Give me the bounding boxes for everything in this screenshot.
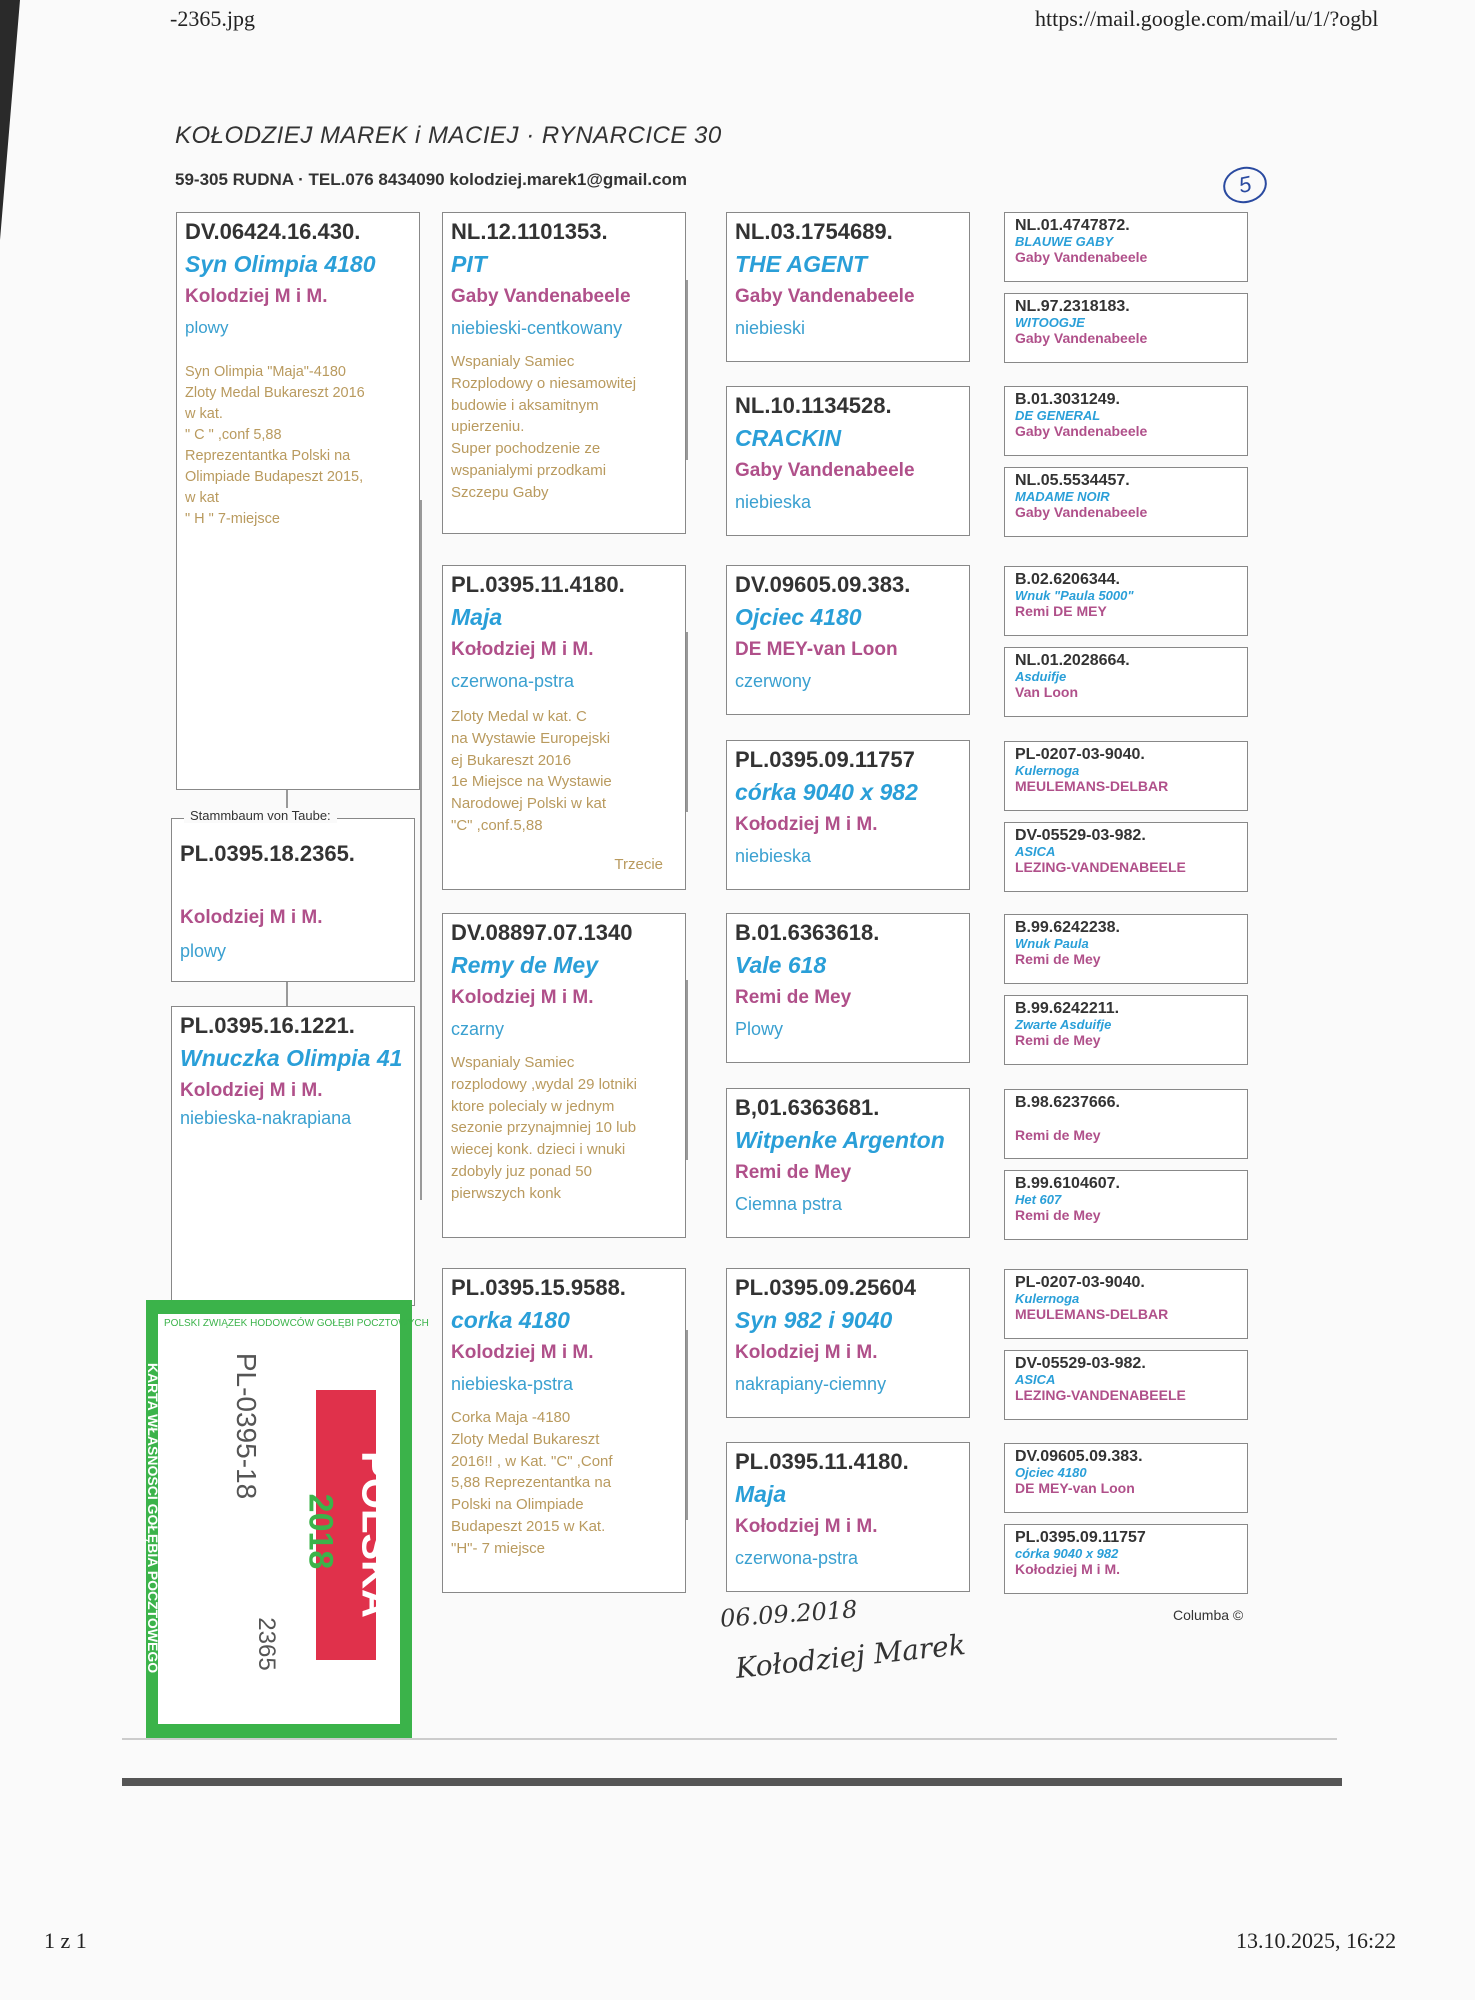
card-association: POLSKI ZWIĄZEK HODOWCÓW GOŁĘBI POCZTOWYCH: [164, 1318, 429, 1329]
breeder-name: MEULEMANS-DELBAR: [1015, 778, 1169, 795]
ring-number: PL.0395.11.4180.: [735, 1449, 909, 1474]
breeder-name: Gaby Vandenabeele: [1015, 423, 1148, 440]
great-grandparent-card[interactable]: [726, 740, 970, 890]
ring-number: NL.97.2318183.: [1015, 298, 1130, 315]
ring-number: PL.0395.09.11757: [1015, 1529, 1146, 1546]
subject-ring: PL.0395.18.2365.: [180, 841, 355, 866]
pigeon-color: czarny: [451, 1019, 505, 1039]
pigeon-name: corka 4180: [451, 1307, 570, 1333]
pigeon-color: niebieska: [735, 846, 812, 866]
grandparent-card[interactable]: [442, 913, 686, 1238]
contact-line: 59-305 RUDNA · TEL.076 8434090 kolodziej.marek1@gmail.com: [175, 170, 688, 189]
grandparent-card[interactable]: [442, 565, 686, 890]
ring-number: NL.01.4747872.: [1015, 217, 1130, 234]
pigeon-name: CRACKIN: [735, 425, 842, 451]
pigeon-name: Wnuk Paula: [1015, 936, 1089, 951]
great-grandparent-card[interactable]: [726, 1088, 970, 1238]
ancestor-card[interactable]: [1004, 566, 1248, 636]
ancestor-card[interactable]: [1004, 741, 1248, 811]
ring-number: DV-05529-03-982.: [1015, 827, 1146, 844]
breeder-name: DE MEY-van Loon: [735, 639, 898, 660]
breeder-name: MEULEMANS-DELBAR: [1015, 1306, 1169, 1323]
pigeon-name: Remy de Mey: [451, 952, 599, 978]
pigeon-color: Plowy: [735, 1019, 784, 1039]
ring-number: NL.10.1134528.: [735, 393, 892, 418]
pigeon-name: Witpenke Argenton: [735, 1127, 945, 1153]
breeder-name: Kołodziej M i M.: [1015, 1561, 1120, 1578]
card-country: POLSKA: [353, 1451, 398, 1618]
sire-name: Syn Olimpia 4180: [185, 251, 376, 277]
pigeon-name: córka 9040 x 982: [735, 779, 918, 805]
ring-number: DV.09605.09.383.: [735, 572, 911, 597]
pigeon-name: Maja: [735, 1481, 787, 1507]
subject-breeder: Kolodziej M i M.: [180, 907, 323, 928]
connector-line: [686, 980, 688, 1160]
card-title: KARTA WŁASNOŚCI GOŁĘBIA POCZTOWEGO: [145, 1362, 161, 1674]
copyright: Columba ©: [1173, 1607, 1244, 1623]
pigeon-description: Corka Maja -4180 Zloty Medal Bukareszt 2016!! , w Kat. "C" ,Conf 5,88 Reprezentantka na Polski na Olimpiade Budapeszt 2015 w Kat. "H"- 7 miejsce: [451, 1409, 613, 1557]
ancestor-card[interactable]: [1004, 1350, 1248, 1420]
pigeon-name: Ojciec 4180: [1015, 1465, 1087, 1480]
scan-corner-shadow: [0, 0, 20, 240]
ring-number: B.01.6363618.: [735, 920, 880, 945]
great-grandparent-card[interactable]: [726, 1268, 970, 1418]
ring-number: PL.0395.15.9588.: [451, 1275, 626, 1300]
pigeon-note: Trzecie: [614, 856, 663, 873]
ring-number: PL.0395.11.4180.: [451, 572, 625, 597]
ancestor-card[interactable]: [1004, 293, 1248, 363]
handwritten-signature: Kołodziej Marek: [733, 1628, 968, 1685]
pigeon-name: Syn 982 i 9040: [735, 1307, 893, 1333]
pigeon-name: PIT: [451, 251, 487, 277]
connector-line: [686, 1330, 688, 1520]
pedigree-label: Stammbaum von Taube:: [184, 808, 337, 823]
great-grandparent-card[interactable]: [726, 565, 970, 715]
ancestor-card[interactable]: [1004, 1269, 1248, 1339]
breeder-name: Kołodziej M i M.: [451, 639, 594, 660]
pigeon-color: niebieska-pstra: [451, 1374, 574, 1394]
pigeon-name: Zwarte Asduifje: [1015, 1017, 1112, 1032]
great-grandparent-card[interactable]: [726, 913, 970, 1063]
ancestor-card[interactable]: [1004, 1170, 1248, 1240]
ring-number: DV-05529-03-982.: [1015, 1355, 1146, 1372]
subject-card[interactable]: [171, 818, 415, 982]
pigeon-name: [1015, 1112, 1237, 1127]
ring-number: B.99.6242211.: [1015, 1000, 1120, 1017]
breeder-name: LEZING-VANDENABEELE: [1015, 1387, 1186, 1404]
breeder-name: LEZING-VANDENABEELE: [1015, 859, 1186, 876]
file-title: -2365.jpg: [170, 6, 255, 31]
breeder-name: Kolodziej M i M.: [735, 1342, 878, 1363]
ring-number: DV.09605.09.383.: [1015, 1448, 1143, 1465]
pigeon-color: niebieska: [735, 492, 812, 512]
breeder-name: Gaby Vandenabeele: [735, 460, 915, 481]
ancestor-card[interactable]: [1004, 1524, 1248, 1594]
pigeon-color: czerwony: [735, 671, 812, 691]
connector-line: [686, 632, 688, 812]
ring-number: PL.0395.09.25604: [735, 1275, 917, 1300]
sire-breeder: Kolodziej M i M.: [185, 286, 328, 307]
ancestor-card[interactable]: [1004, 467, 1248, 537]
ring-number: PL-0207-03-9040.: [1015, 746, 1145, 763]
sire-description: Syn Olimpia "Maja"-4180 Zloty Medal Bukareszt 2016 w kat. " C " ,conf 5,88 Reprezentantka Polski na Olimpiade Budapeszt 2015, w kat " H " 7-miejsce: [185, 364, 365, 528]
dam-color: niebieska-nakrapiana: [180, 1108, 352, 1128]
dam-breeder: Kolodziej M i M.: [180, 1080, 323, 1101]
sire-ring: DV.06424.16.430.: [185, 219, 361, 244]
page-mark: 5: [1220, 163, 1271, 207]
ring-number: DV.08897.07.1340: [451, 920, 633, 945]
ancestor-card[interactable]: [1004, 822, 1248, 892]
pigeon-description: Zloty Medal w kat. C na Wystawie Europejski ej Bukareszt 2016 1e Miejsce na Wystawie Narodowej Polski w kat "C" ,conf.5,88: [451, 708, 612, 834]
ring-number: B.01.3031249.: [1015, 391, 1120, 408]
ownership-card: [145, 1300, 429, 1738]
pigeon-name: DE GENERAL: [1015, 408, 1101, 423]
card-number: 2365: [253, 1617, 280, 1671]
breeder-name: Gaby Vandenabeele: [451, 286, 631, 307]
connector-line: [420, 500, 422, 1200]
ancestor-card[interactable]: [1004, 995, 1248, 1065]
breeder-name: Gaby Vandenabeele: [1015, 249, 1148, 266]
pigeon-name: Asduifje: [1015, 669, 1067, 684]
pigeon-name: Wnuk "Paula 5000": [1015, 588, 1134, 603]
ring-number: NL.01.2028664.: [1015, 652, 1130, 669]
breeder-name: Kołodziej M i M.: [735, 1516, 878, 1537]
ring-number: B,01.6363681.: [735, 1095, 880, 1120]
ancestor-card[interactable]: [1004, 1089, 1248, 1159]
ring-number: PL.0395.09.11757: [735, 747, 915, 772]
ring-number: PL-0207-03-9040.: [1015, 1274, 1145, 1291]
grandparent-card[interactable]: [442, 1268, 686, 1593]
pigeon-name: Kulernoga: [1015, 1291, 1080, 1306]
breeder-name: Kolodziej M i M.: [451, 1342, 594, 1363]
page-count: 1 z 1: [44, 1928, 87, 1953]
pigeon-name: ASICA: [1015, 844, 1056, 859]
print-datetime: 13.10.2025, 16:22: [1236, 1928, 1397, 1953]
dam-ring: PL.0395.16.1221.: [180, 1013, 355, 1038]
owner-heading: KOŁODZIEJ MAREK i MACIEJ · RYNARCICE 30: [175, 122, 722, 149]
breeder-name: Remi de Mey: [735, 1162, 852, 1183]
connector-line: [286, 982, 288, 1008]
pigeon-name: Kulernoga: [1015, 763, 1080, 778]
great-grandparent-card[interactable]: [726, 212, 970, 362]
pigeon-name: Ojciec 4180: [735, 604, 862, 630]
scan-edge: [122, 1778, 1342, 1786]
pigeon-color: niebieski-centkowany: [451, 318, 623, 338]
breeder-name: Gaby Vandenabeele: [735, 286, 915, 307]
ancestor-card[interactable]: [1004, 914, 1248, 984]
breeder-name: Remi DE MEY: [1015, 603, 1107, 620]
pigeon-name: MADAME NOIR: [1015, 489, 1110, 504]
breeder-name: Gaby Vandenabeele: [1015, 504, 1148, 521]
signature-date: 06.09.2018: [719, 1595, 859, 1633]
great-grandparent-card[interactable]: [726, 1442, 970, 1592]
ring-number: NL.12.1101353.: [451, 219, 608, 244]
breeder-name: Remi de Mey: [1015, 1032, 1101, 1049]
card-title-strip: [146, 1300, 160, 1738]
ring-number: B.99.6242238.: [1015, 919, 1120, 936]
pigeon-description: Wspanialy Samiec Rozplodowy o niesamowitej budowie i aksamitnym upierzeniu. Super pochodzenie ze wspanialymi przodkami Szczepu Gaby: [451, 353, 637, 501]
breeder-name: Kołodziej M i M.: [735, 814, 878, 835]
page-url[interactable]: https://mail.google.com/mail/u/1/?ogbl: [1035, 6, 1379, 31]
breeder-name: Remi de Mey: [1015, 951, 1101, 968]
pigeon-name: THE AGENT: [735, 251, 868, 277]
sire-card[interactable]: [176, 212, 420, 790]
breeder-name: Remi de Mey: [735, 987, 852, 1008]
dam-card[interactable]: [171, 1006, 415, 1306]
ancestor-card[interactable]: [1004, 647, 1248, 717]
ring-number: NL.05.5534457.: [1015, 472, 1130, 489]
pigeon-color: Ciemna pstra: [735, 1194, 843, 1214]
pigeon-description: Wspanialy Samiec rozplodowy ,wydal 29 lotniki ktore polecialy w jednym sezonie przynajmniej 10 lub wiecej konk. dzieci i wnuki zdobyly juz ponad 50 pierwszych konk: [451, 1054, 637, 1202]
pigeon-color: czerwona-pstra: [451, 671, 575, 691]
pigeon-color: czerwona-pstra: [735, 1548, 859, 1568]
page-divider: [122, 1738, 1337, 1740]
pigeon-name: córka 9040 x 982: [1015, 1546, 1119, 1561]
breeder-name: Kolodziej M i M.: [451, 987, 594, 1008]
pigeon-name: Maja: [451, 604, 503, 630]
ancestor-card[interactable]: [1004, 1443, 1248, 1513]
pigeon-name: WITOOGJE: [1015, 315, 1085, 330]
sire-color: plowy: [185, 318, 229, 337]
card-ring: PL-0395-18: [231, 1352, 262, 1500]
subject-color: plowy: [180, 941, 227, 961]
ring-number: NL.03.1754689.: [735, 219, 893, 244]
connector-line: [686, 280, 688, 460]
pigeon-name: ASICA: [1015, 1372, 1056, 1387]
ring-number: B.98.6237666.: [1015, 1094, 1120, 1111]
ring-number: B.99.6104607.: [1015, 1175, 1120, 1192]
card-year: 2018: [301, 1493, 340, 1570]
breeder-name: Remi de Mey: [1015, 1207, 1101, 1224]
breeder-name: Remi de Mey: [1015, 1127, 1101, 1143]
ancestor-card[interactable]: [1004, 212, 1248, 282]
pigeon-color: nakrapiany-ciemny: [735, 1374, 887, 1394]
dam-name: Wnuczka Olimpia 41: [180, 1045, 403, 1071]
pigeon-name: Vale 618: [735, 952, 827, 978]
ancestor-card[interactable]: [1004, 386, 1248, 456]
great-grandparent-card[interactable]: [726, 386, 970, 536]
pigeon-name: Het 607: [1015, 1192, 1062, 1207]
breeder-name: DE MEY-van Loon: [1015, 1480, 1135, 1497]
breeder-name: Gaby Vandenabeele: [1015, 330, 1148, 347]
pigeon-color: niebieski: [735, 318, 806, 338]
pigeon-name: BLAUWE GABY: [1015, 234, 1114, 249]
ring-number: B.02.6206344.: [1015, 571, 1120, 588]
grandparent-card[interactable]: [442, 212, 686, 534]
breeder-name: Van Loon: [1015, 684, 1078, 701]
